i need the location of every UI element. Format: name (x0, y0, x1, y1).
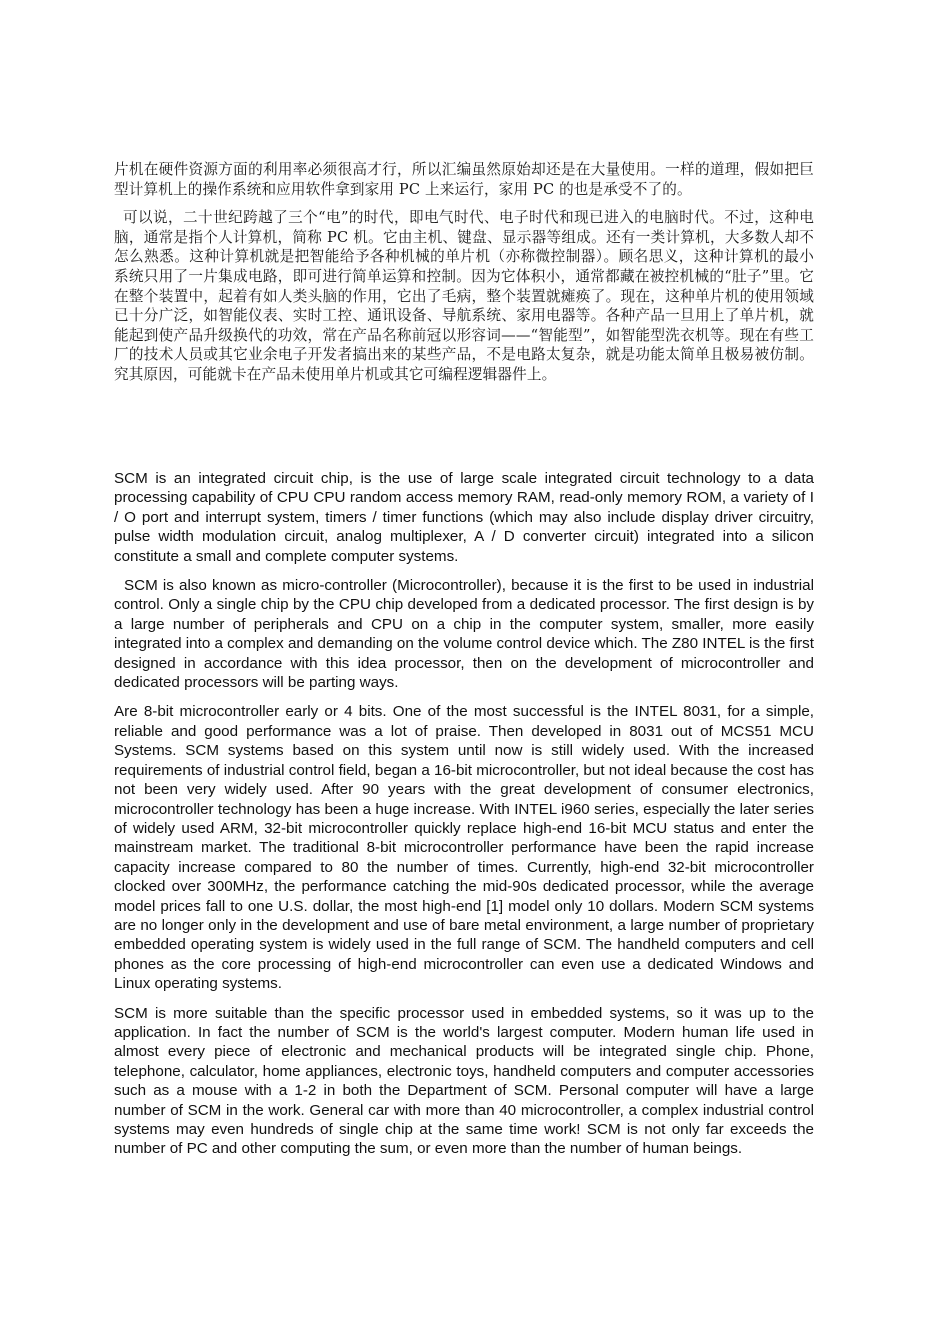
english-paragraph-1: SCM is an integrated circuit chip, is the use of large scale integrated circuit technology to a data processing capability of CPU CPU random access memory RAM, read-only memory ROM, a variety of I / O port and interrupt system, timers / timer functions (which may also include display driver circuitry, pulse width modulation circuit, analog multiplexer, A / D converter circuit) integrated into a silicon constitute a small and complete computer systems. (114, 470, 814, 565)
english-paragraph-2: SCM is also known as micro-controller (Microcontroller), because it is the first to be used in industrial control. Only a single chip by the CPU chip developed from a dedicated processor. The first design is by a large number of peripherals and CPU on a chip in the computer system, smaller, more easily integrated into a complex and demanding on the volume control device which. The Z80 INTEL is the first designed in accordance with this idea processor, then on the development of microcontroller and dedicated processors will be parting ways. (114, 577, 814, 692)
english-paragraph-4: SCM is more suitable than the specific processor used in embedded systems, so it was up to the application. In fact the number of SCM is the world's largest computer. Modern human life used in almost every piece of electronic and mechanical products will be integrated single chip. Phone, telephone, calculator, home appliances, electronic toys, handheld computers and computer accessories such as a mouse with a 1-2 in both the Department of SCM. Personal computer will have a large number of SCM in the work. General car with more than 40 microcontroller, a complex industrial control systems may even hundreds of single chip at the same time work! SCM is not only far exceeds the number of PC and other computing the sum, or even more than the number of human beings. (114, 1004, 814, 1158)
english-text-section (114, 469, 814, 1169)
chinese-paragraph-1: 片机在硬件资源方面的利用率必须很高才行，所以汇编虽然原始却还是在大量使用。一样的道理，假如把巨型计算机上的操作系统和应用软件拿到家用 PC 上来运行，家用 PC 的也是承受不了的。 (114, 161, 814, 198)
chinese-paragraph-2: 可以说，二十世纪跨越了三个“电”的时代，即电气时代、电子时代和现已进入的电脑时代。不过，这种电脑，通常是指个人计算机，简称 PC 机。它由主机、键盘、显示器等组成。还有一类计算机，大多数人却不怎么熟悉。这种计算机就是把智能给予各种机械的单片机（亦称微控制器）。顾名思义，这种计算机的最小系统只用了一片集成电路，即可进行简单运算和控制。因为它体积小，通常都藏在被控机械的“肚子”里。它在整个装置中，起着有如人类头脑的作用，它出了毛病，整个装置就瘫痪了。现在，这种单片机的使用领域已十分广泛，如智能仪表、实时工控、通讯设备、导航系统、家用电器等。各种产品一旦用上了单片机，就能起到使产品升级换代的功效，常在产品名称前冠以形容词——“智能型”，如智能型洗衣机等。现在有些工厂的技术人员或其它业余电子开发者搞出来的某些产品，不是电路太复杂，就是功能太简单且极易被仿制。究其原因，可能就卡在产品未使用单片机或其它可编程逻辑器件上。 (114, 209, 814, 383)
english-paragraph-3: Are 8-bit microcontroller early or 4 bits. One of the most successful is the INTEL 8031, for a simple, reliable and good performance was a lot of praise. Then developed in 8031 out of MCS51 MCU Systems. SCM systems based on this system until now is still widely used. With the increased requirements of industrial control field, began a 16-bit microcontroller, but not ideal because the cost has not been very widely used. After 90 years with the great development of consumer electronics, microcontroller technology has been a huge increase. With INTEL i960 series, especially the later series of widely used ARM, 32-bit microcontroller quickly replace high-end 16-bit MCU status and enter the mainstream market. The traditional 8-bit microcontroller performance have been the rapid increase capacity increase compared to 80 the number of times. Currently, high-end 32-bit microcontroller clocked over 300MHz, the performance catching the mid-90s dedicated processor, while the average model prices fall to one U.S. dollar, the most high-end [1] model only 10 dollars. Modern SCM systems are no longer only in the development and use of bare metal environment, a large number of proprietary embedded operating system is widely used in the full range of SCM. The handheld computers and cell phones as the core processing of high-end microcontroller can even use a dedicated Windows and Linux operating systems. (114, 703, 814, 993)
chinese-text-section (114, 160, 814, 394)
